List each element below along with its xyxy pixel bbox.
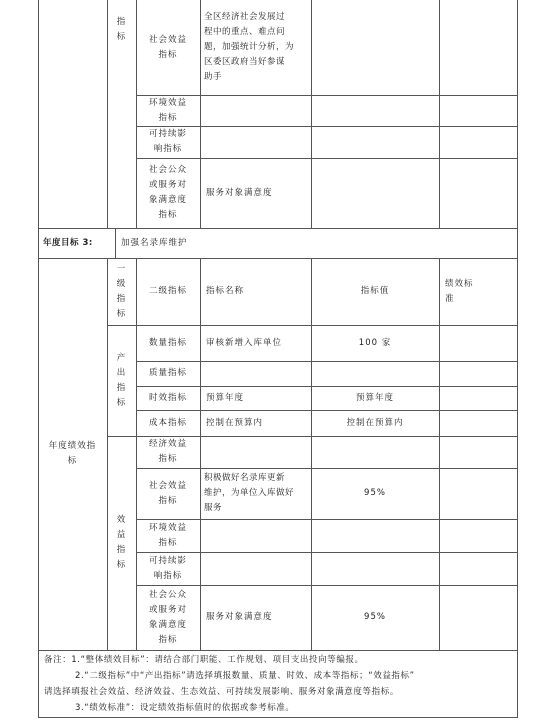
perf-section-label: 年度绩效指 标 <box>48 441 97 466</box>
grid-line <box>311 0 312 228</box>
note-line-2: 2.“二级指标”中“产出指标”请选择填报数量、质量、时效、成本等指标；“效益指标” <box>75 671 415 681</box>
header-name: 指标名称 <box>206 286 245 296</box>
time-label: 时效指标 <box>148 392 187 403</box>
note-line-4: 3.“绩效标准”：设定绩效指标值时的依据或参考标准。 <box>75 703 295 713</box>
social-label: 社会效益 指标 <box>148 480 187 506</box>
sustain-label: 可持续影 响指标 <box>148 555 187 581</box>
env-label: 环境效益 指标 <box>148 522 187 548</box>
satisfaction-value: 服务对象满意度 <box>206 187 273 198</box>
goal3-label: 年度目标 3: <box>43 237 93 248</box>
grid-line <box>38 717 517 718</box>
level1-fragment: 指 标 <box>116 17 127 42</box>
cost-label: 成本指标 <box>148 417 187 428</box>
time-name: 预算年度 <box>206 392 245 403</box>
cost-value: 控制在预算内 <box>346 417 404 428</box>
satisfaction-label: 社会公众 或服务对 象满意度 指标 <box>148 589 187 645</box>
note-line-3: 请选择填报社会效益、经济效益、生态效益、可持续发展影响、服务对象满意度等指标。 <box>44 687 399 697</box>
env-benefit-label: 环境效益 指标 <box>148 97 187 123</box>
header-value: 指标值 <box>360 286 390 296</box>
social-name: 积极做好名录库更新 维护，为单位入库做好 服务 <box>204 473 295 513</box>
benefit-indicator-label: 效 益 指 标 <box>116 515 127 570</box>
header-level1: 一 级 指 标 <box>116 263 127 319</box>
grid-line <box>517 0 518 718</box>
satisfaction-label: 社会公众 或服务对 象满意度 指标 <box>148 165 187 220</box>
quantity-name: 审核新增入库单位 <box>206 337 283 348</box>
quantity-value: 100 家 <box>358 337 392 348</box>
satisfaction-name: 服务对象满意度 <box>206 612 273 622</box>
grid-line <box>439 0 440 228</box>
satisfaction-value: 95% <box>364 612 386 622</box>
performance-table <box>38 0 518 718</box>
time-value: 预算年度 <box>355 392 394 403</box>
social-benefit-value: 全区经济社会发展过 程中的重点、难点问 题，加强统计分析，为 区委区政府当好参谋 助手 <box>204 12 295 82</box>
quality-label: 质量指标 <box>148 368 187 378</box>
quantity-label: 数量指标 <box>148 337 187 348</box>
header-standard: 绩效标 准 <box>445 278 474 304</box>
note-line-1: 备注：1.“整体绩效目标”：请结合部门职能、工作规划、项目支出投向等编报。 <box>44 655 364 665</box>
grid-line <box>38 650 517 651</box>
goal3-text: 加强名录库维护 <box>121 237 188 248</box>
sustain-label: 可持续影 响指标 <box>148 129 187 154</box>
output-indicator-label: 产 出 指 标 <box>116 352 127 408</box>
social-benefit-label: 社会效益 指标 <box>148 34 187 60</box>
econ-label: 经济效益 指标 <box>148 439 187 464</box>
cost-name: 控制在预算内 <box>206 417 264 428</box>
header-level2: 二级指标 <box>148 286 187 296</box>
social-value: 95% <box>364 488 386 498</box>
